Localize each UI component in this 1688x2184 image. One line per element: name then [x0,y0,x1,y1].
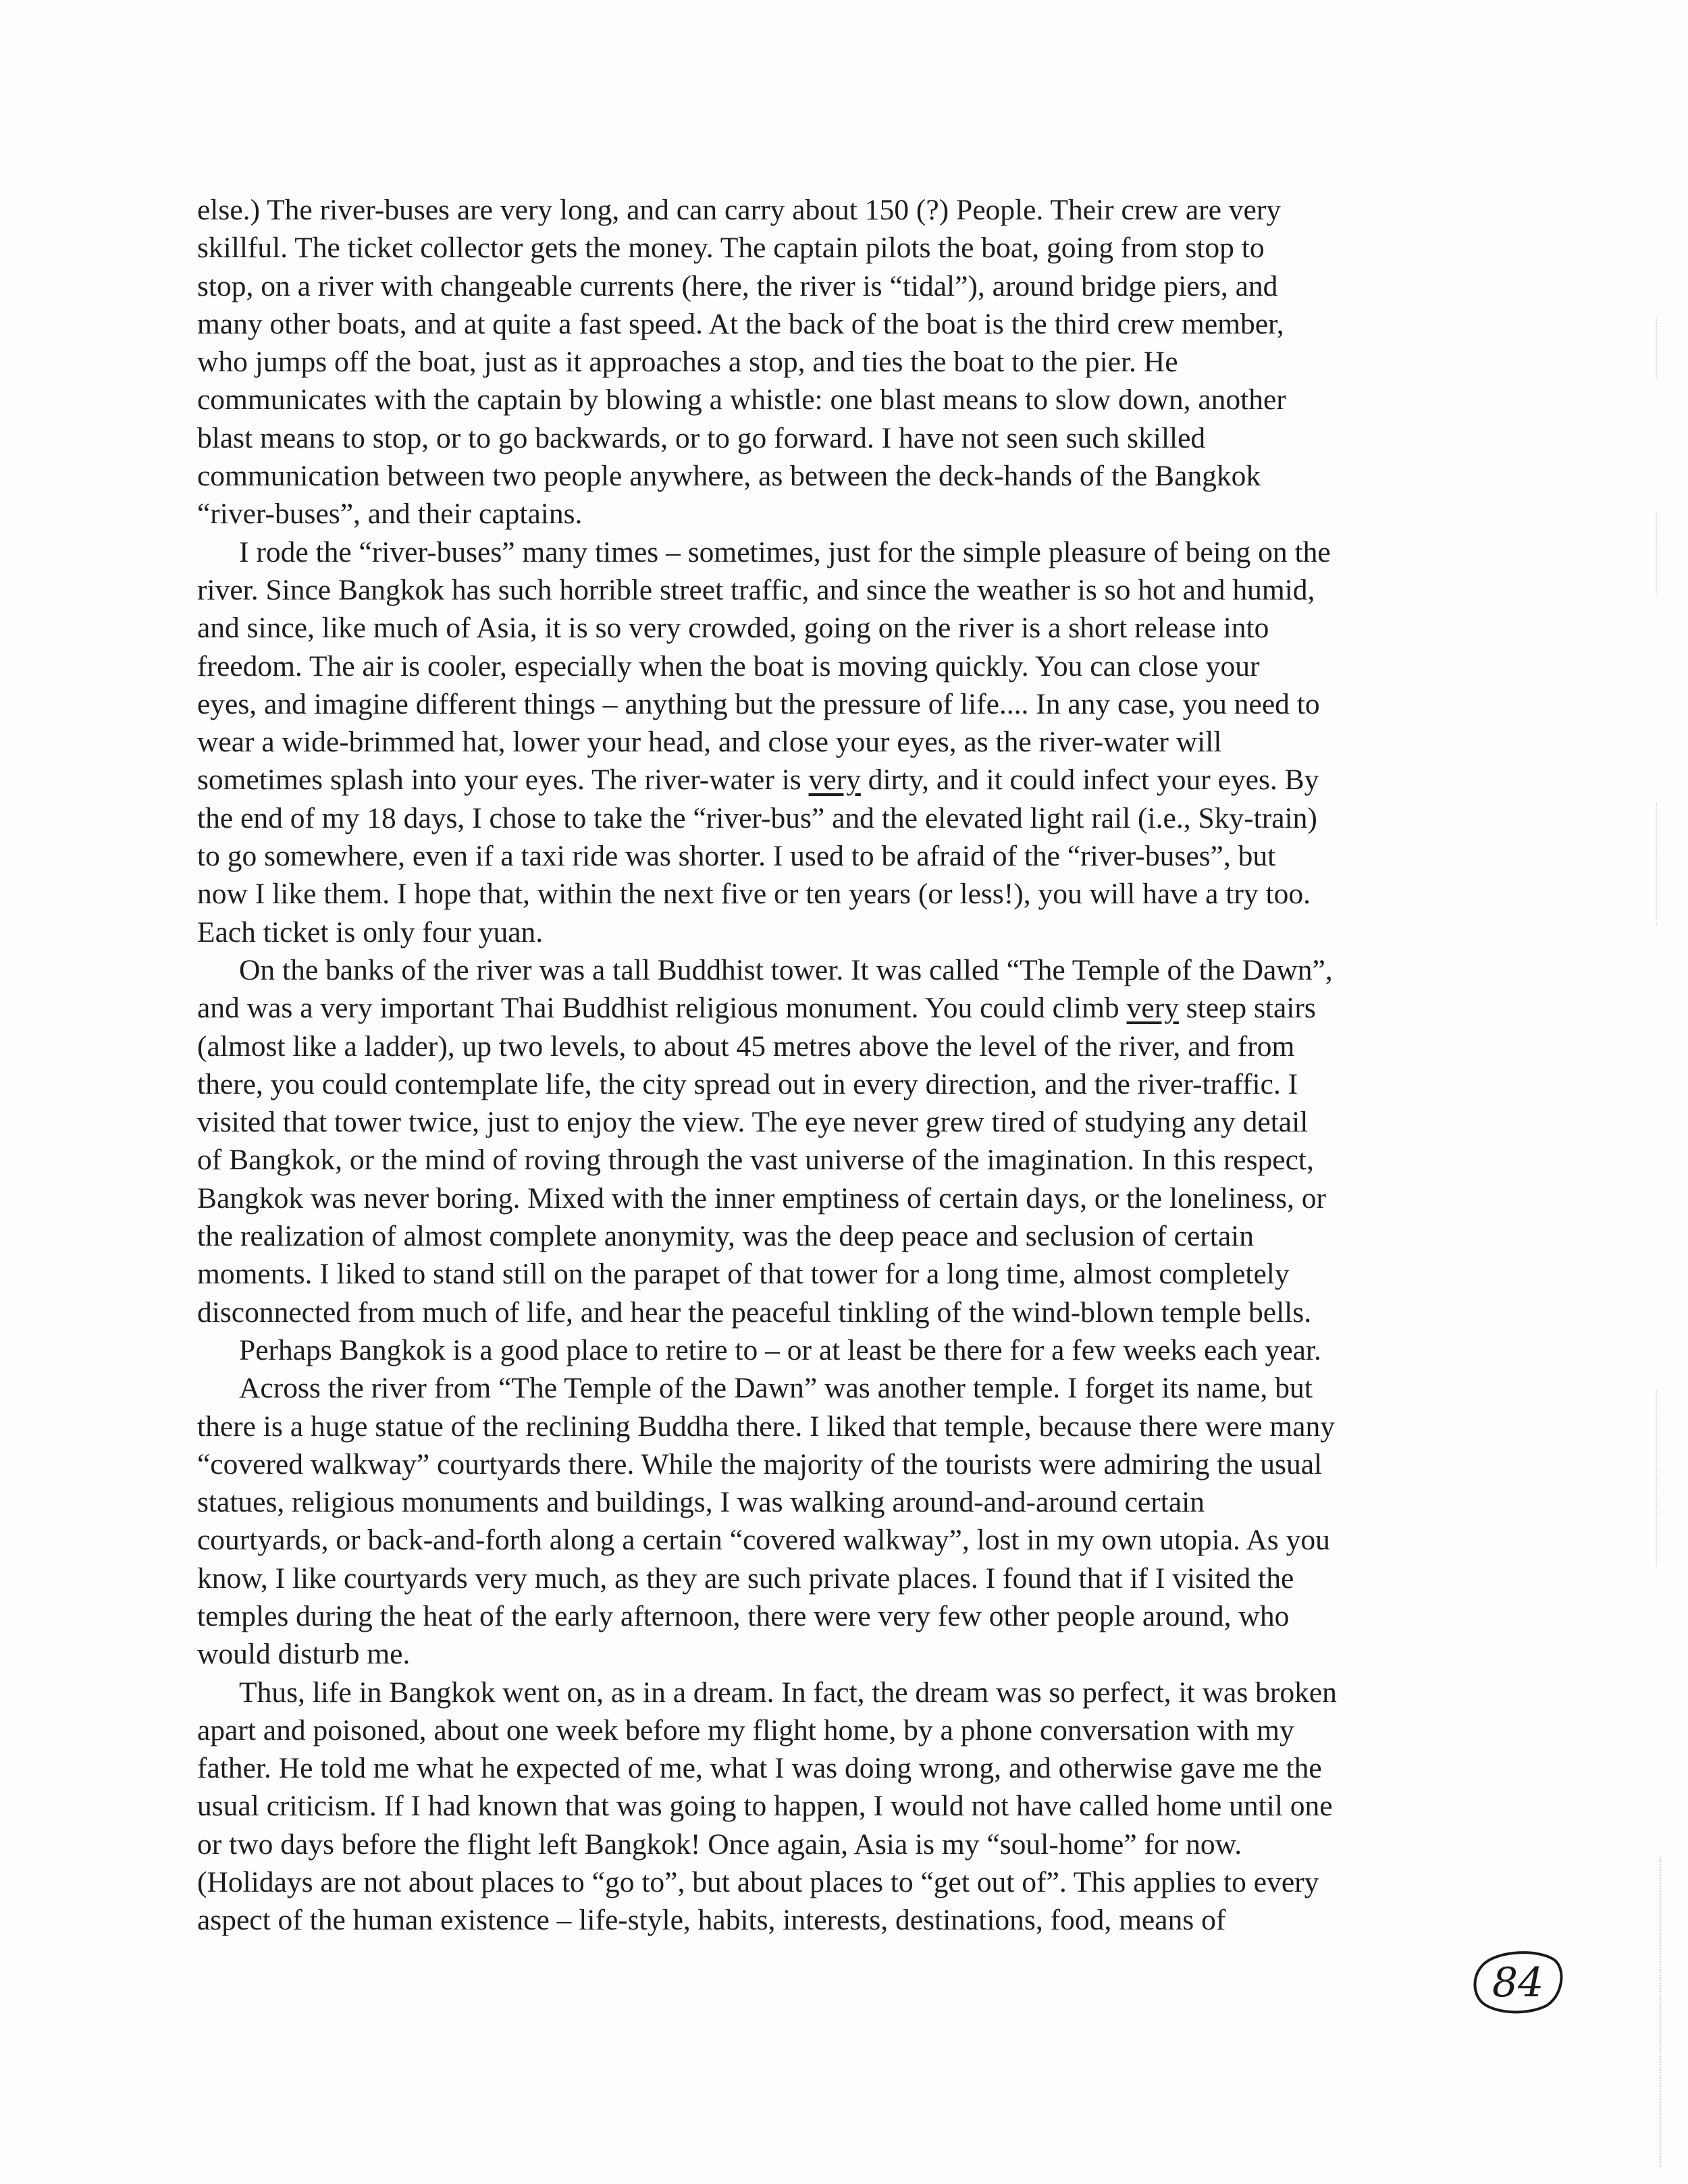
text-line: apart and poisoned, about one week before my flight home, by a phone conversation with my [197,1713,1294,1747]
text-line: or two days before the flight left Bangkok! Once again, Asia is my “soul-home” for now. [197,1828,1242,1861]
text-line: temples during the heat of the early afternoon, there were very few other people around, who [197,1599,1290,1632]
text-line: else.) The river-buses are very long, and can carry about 150 (?) People. Their crew are very [197,194,1282,226]
scan-edge-mark [1656,513,1658,594]
body-text [197,191,1480,1940]
paragraph-start-line: Thus, life in Bangkok went on, as in a dream. In fact, the dream was so perfect, it was broken [239,1676,1337,1709]
handwritten-page-number [1471,1948,1565,2015]
text-line: there is a huge statue of the reclining Buddha there. I liked that temple, because there were many [197,1410,1335,1443]
text-line: the end of my 18 days, I chose to take the “river-bus” and the elevated light rail (i.e., Sky-train) [197,801,1317,834]
text-line: Each ticket is only four yuan. [197,915,544,949]
text-line: “covered walkway” courtyards there. While the majority of the tourists were admiring the usual [197,1447,1323,1481]
paragraph-start-line: Perhaps Bangkok is a good place to retire to – or at least be there for a few weeks each year. [239,1333,1321,1366]
text-line: blast means to stop, or to go backwards, or to go forward. I have not seen such skilled [197,421,1206,454]
underlined-word: very [1126,992,1179,1025]
text-line: visited that tower twice, just to enjoy the view. The eye never grew tired of studying any detail [197,1106,1309,1139]
text-line: wear a wide-brimmed hat, lower your head, and close your eyes, as the river-water will [197,726,1222,759]
scan-edge-mark [1656,803,1658,925]
page-number-text: 84 [1492,1959,1544,2006]
text-segment: dirty, and it could infect your eyes. By [860,764,1319,797]
text-line: stop, on a river with changeable currents (here, the river is “tidal”), around bridge piers, and [197,269,1278,302]
text-line: now I like them. I hope that, within the next five or ten years (or less!), you will have a try too. [197,878,1311,911]
scan-edge-mark [1656,317,1658,378]
text-line: the realization of almost complete anonymity, was the deep peace and seclusion of certain [197,1220,1255,1253]
text-line: courtyards, or back-and-forth along a certain “covered walkway”, lost in my own utopia. As you [197,1524,1330,1557]
text-segment: steep stairs [1178,992,1316,1025]
text-line: eyes, and imagine different things – anything but the pressure of life.... In any case, you need to [197,687,1320,720]
text-line: disconnected from much of life, and hear the peaceful tinkling of the wind-blown temple bells. [197,1296,1312,1329]
text-line: would disturb me. [197,1638,411,1671]
text-line: skillful. The ticket collector gets the money. The captain pilots the boat, going from stop to [197,232,1265,265]
text-line: (almost like a ladder), up two levels, to about 45 metres above the level of the river, and from [197,1030,1295,1063]
text-line: moments. I liked to stand still on the parapet of that tower for a long time, almost completely [197,1258,1290,1291]
scan-edge-mark [1660,1857,1662,2167]
text-line: know, I like courtyards very much, as they are such private places. I found that if I visited the [197,1562,1294,1595]
text-segment: sometimes splash into your eyes. The river-water is [197,764,809,797]
text-line: Bangkok was never boring. Mixed with the inner emptiness of certain days, or the loneliness, or [197,1181,1326,1215]
text-line-with-emphasis [197,761,1480,799]
text-line: usual criticism. If I had known that was going to happen, I would not have called home until one [197,1790,1333,1823]
text-line: and since, like much of Asia, it is so very crowded, going on the river is a short release into [197,612,1269,645]
text-line: statues, religious monuments and buildings, I was walking around-and-around certain [197,1486,1205,1519]
text-line: many other boats, and at quite a fast speed. At the back of the boat is the third crew member, [197,307,1284,340]
text-line: of Bangkok, or the mind of roving through the vast universe of the imagination. In this respect, [197,1144,1314,1177]
text-line: communicates with the captain by blowing a whistle: one blast means to slow down, another [197,383,1286,417]
text-line: “river-buses”, and their captains. [197,498,583,531]
circled-number-icon [1471,1948,1565,2015]
paragraph-start-line: Across the river from “The Temple of the Dawn” was another temple. I forget its name, but [239,1372,1313,1405]
text-line-with-emphasis [197,989,1480,1027]
paragraph-start-line: I rode the “river-buses” many times – sometimes, just for the simple pleasure of being on the [239,535,1331,568]
underlined-word: very [808,764,861,797]
scan-edge-mark [1656,1391,1658,1566]
text-line: freedom. The air is cooler, especially when the boat is moving quickly. You can close your [197,649,1260,683]
text-line: to go somewhere, even if a taxi ride was shorter. I used to be afraid of the “river-buses”, but [197,840,1276,873]
text-segment: and was a very important Thai Buddhist religious monument. You could climb [197,992,1127,1025]
text-line: river. Since Bangkok has such horrible street traffic, and since the weather is so hot and humid, [197,573,1315,606]
text-line: (Holidays are not about places to “go to”, but about places to “get out of”. This applies to every [197,1866,1319,1899]
text-line: there, you could contemplate life, the city spread out in every direction, and the river-traffic. I [197,1067,1298,1100]
text-line: aspect of the human existence – life-style, habits, interests, destinations, food, means of [197,1904,1226,1937]
text-line: communication between two people anywhere, as between the deck-hands of the Bangkok [197,460,1261,493]
text-line: father. He told me what he expected of me, what I was doing wrong, and otherwise gave me the [197,1752,1322,1785]
paragraph-start-line: On the banks of the river was a tall Buddhist tower. It was called “The Temple of the Dawn”, [239,953,1333,986]
text-line: who jumps off the boat, just as it approaches a stop, and ties the boat to the pier. He [197,346,1178,379]
